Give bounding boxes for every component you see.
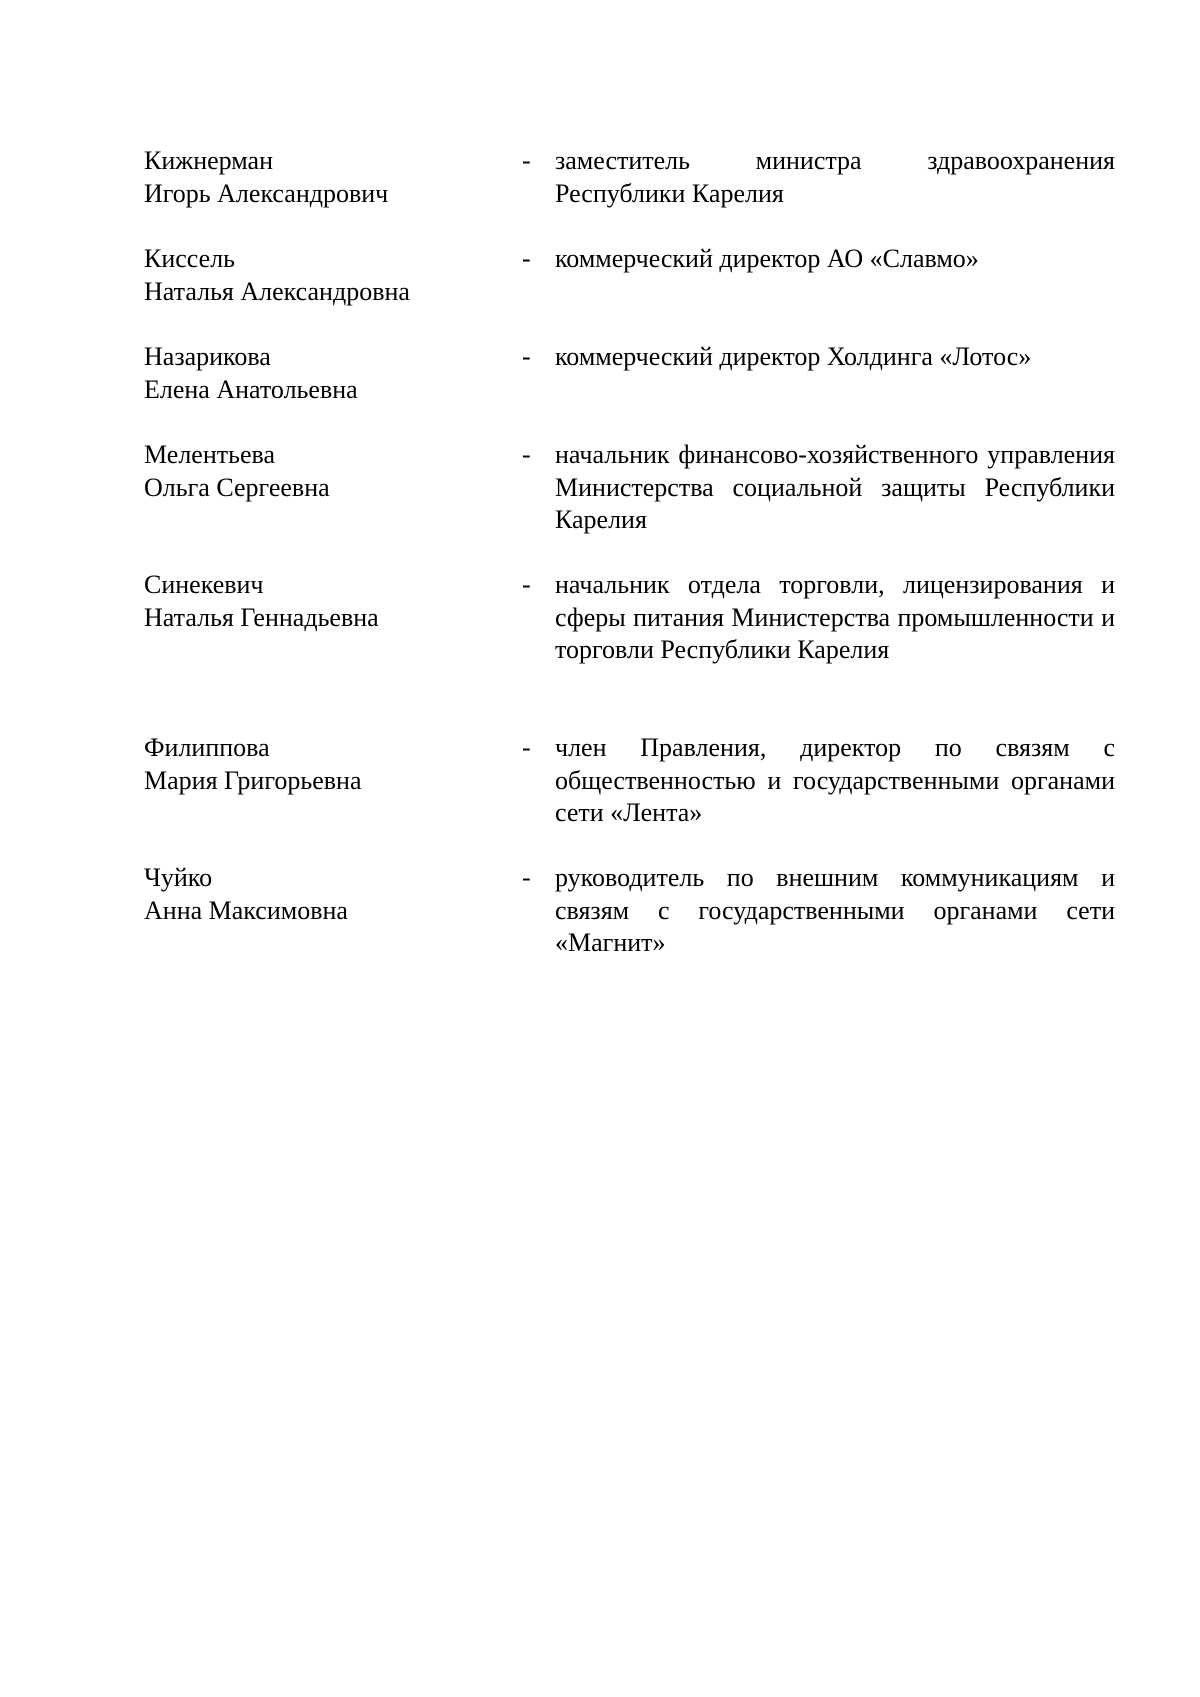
member-role: член Правления, директор по связям с общественностью и государственными органами сети «Лента» — [555, 733, 1115, 827]
separator-dash: - — [522, 570, 531, 599]
member-role: заместитель министра здравоохранения Республики Карелия — [555, 146, 1115, 208]
member-name — [144, 569, 514, 634]
separator-dash: - — [522, 440, 531, 469]
member-role: начальник отдела торговли, лицензирования и сферы питания Министерства промышленности и торговли Республики Карелия — [555, 570, 1115, 664]
member-surname: Назарикова — [144, 342, 271, 371]
separator-dash: - — [522, 146, 531, 175]
member-role: коммерческий директор Холдинга «Лотос» — [555, 342, 1032, 371]
member-role: руководитель по внешним коммуникациям и связям с государственными органами сети «Магнит» — [555, 863, 1115, 957]
member-surname: Филиппова — [144, 733, 270, 762]
member-name — [144, 145, 514, 210]
member-name — [144, 439, 514, 504]
member-role: начальник финансово-хозяйственного управления Министерства социальной защиты Республики Карелия — [555, 440, 1115, 534]
member-given-name: Анна Максимовна — [144, 895, 348, 925]
separator-dash: - — [522, 863, 531, 892]
member-given-name: Игорь Александрович — [144, 178, 389, 208]
member-given-name: Елена Анатольевна — [144, 374, 358, 404]
member-surname: Кижнерман — [144, 146, 274, 175]
member-surname: Чуйко — [144, 863, 213, 892]
member-role: коммерческий директор АО «Славмо» — [555, 244, 979, 273]
member-surname: Синекевич — [144, 570, 264, 599]
member-name — [144, 341, 514, 406]
member-surname: Мелентьева — [144, 440, 275, 469]
member-surname: Киссель — [144, 244, 236, 273]
member-given-name: Наталья Александровна — [144, 276, 410, 306]
separator-dash: - — [522, 244, 531, 273]
member-given-name: Мария Григорьевна — [144, 765, 362, 795]
separator-dash: - — [522, 733, 531, 762]
member-given-name: Наталья Геннадьевна — [144, 602, 379, 632]
separator-dash: - — [522, 342, 531, 371]
member-name — [144, 862, 514, 927]
member-name — [144, 732, 514, 797]
member-given-name: Ольга Сергеевна — [144, 472, 330, 502]
member-name — [144, 243, 514, 308]
